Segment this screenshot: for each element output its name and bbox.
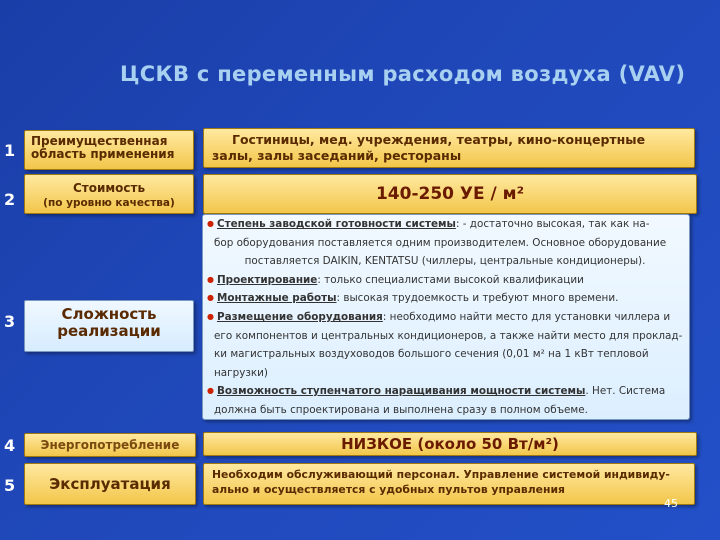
label-complexity: Сложность реализации xyxy=(24,300,194,352)
item-4-line-2: его компонентов и центральных кондиционеров, а также найти место для проклад- xyxy=(214,329,683,342)
item-1-line-3: поставляется DAIKIN, KENTATSU (чиллеры, центральные кондиционеры). xyxy=(244,255,646,268)
label-line-1: Преимущественная xyxy=(31,134,168,148)
item-1-title: Степень заводской готовности системы xyxy=(216,218,456,230)
label-energy: Энергопотребление xyxy=(24,433,196,457)
item-4-line-4: нагрузки) xyxy=(214,366,268,379)
item-2-title: Проектирование xyxy=(216,273,318,286)
row-number-3: 3 xyxy=(4,312,16,331)
label-cost xyxy=(24,174,194,214)
row-number-4: 4 xyxy=(4,436,16,455)
label-operation: Эксплуатация xyxy=(24,463,196,505)
item-2-text: : только специалистами высокой квалификации xyxy=(317,273,584,286)
cost-sublabel: (по уровню качества) xyxy=(43,197,175,209)
slide-title: ЦСКВ с переменным расходом воздуха (VAV) xyxy=(120,62,686,86)
item-4-line-3: ки магистральных воздуховодов большого сечения (0,01 м² на 1 кВт тепловой xyxy=(214,348,649,361)
item-5-text: . Нет. Система xyxy=(585,385,666,398)
item-5-title: Возможность ступенчатого наращивания мощности системы xyxy=(216,385,586,398)
item-1-text: : - достаточно высокая, так как на- xyxy=(455,218,650,230)
row-number-1: 1 xyxy=(4,141,16,160)
item-1-line-2: бор оборудования поставляется одним производителем. Основное оборудование xyxy=(214,236,667,249)
value-application-area: Гостиницы, мед. учреждения, театры, кино-концертные залы, залы заседаний, рестораны xyxy=(203,128,695,168)
label-application-area xyxy=(24,130,194,170)
cost-label: Стоимость xyxy=(72,181,146,195)
value-energy: НИЗКОЕ (около 50 Вт/м²) xyxy=(203,432,697,456)
complexity-item-3: ● Монтажные работы: высокая трудоемкость и требуют много времени. xyxy=(207,292,619,305)
label-line-2: область применения xyxy=(31,147,175,161)
complexity-item-2: ● Проектирование: только специалистами высокой квалификации xyxy=(207,273,584,286)
value-cost: 140-250 УЕ / м² xyxy=(203,174,697,214)
item-3-title: Монтажные работы xyxy=(216,292,337,305)
complexity-details xyxy=(202,214,690,420)
value-operation: Необходим обслуживающий персонал. Управление системой индивиду-ально и осуществляется с удобных пультов управления xyxy=(203,463,695,505)
item-4-text: : необходимо найти место для установки чиллера и xyxy=(382,310,671,323)
item-3-text: : высокая трудоемкость и требуют много времени. xyxy=(336,292,619,305)
page-number: 45 xyxy=(664,497,678,510)
complexity-item-1: ● Степень заводской готовности системы: - достаточно высокая, так как на- xyxy=(207,218,650,230)
item-5-line-2: должна быть спроектирована и выполнена сразу в полном объеме. xyxy=(214,403,588,416)
item-4-title: Размещение оборудования xyxy=(216,310,383,323)
complexity-item-4: ● Размещение оборудования: необходимо найти место для установки чиллера и xyxy=(207,310,671,323)
complexity-item-5: ● Возможность ступенчатого наращивания мощности системы. Нет. Система xyxy=(207,385,666,398)
row-number-5: 5 xyxy=(4,476,16,495)
row-number-2: 2 xyxy=(4,190,16,209)
